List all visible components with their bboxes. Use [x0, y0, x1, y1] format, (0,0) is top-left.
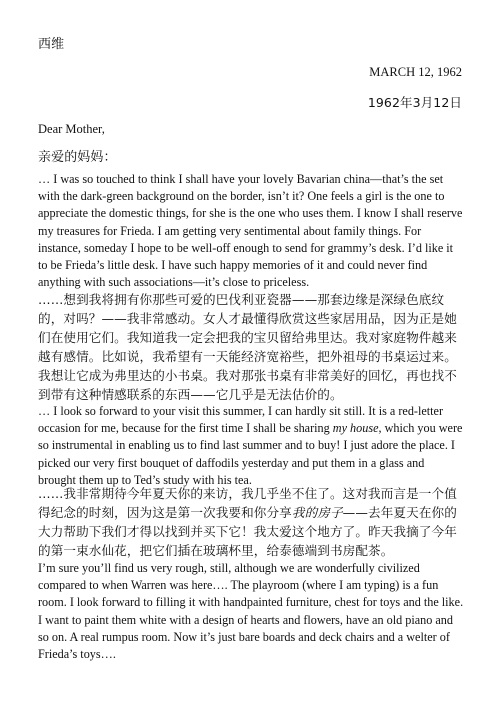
- paragraph-text-segment: … I look so forward to your visit this summer, I can hardly sit still. It is a red-letter occasion for me, because for the first time I shall be sharing: [38, 404, 444, 436]
- paragraph-text-segment: , which you were so instrumental in enabling us to find last summer and to buy! I just adore the place. I picked our very first bouquet of daffodils yesterday and put them in a glass and brought them up to Ted’s study with his tea.: [38, 421, 463, 487]
- date-chinese: 1962年3月12日: [367, 95, 462, 110]
- paragraph-english-2: [38, 403, 464, 489]
- paragraph-chinese-1: ……想到我将拥有你那些可爱的巴伐利亚瓷器——那套边缘是深绿色底纹的，对吗？——我非常感动。女人才最懂得欣赏这些家居用品，因为正是她们在使用它们。我知道我一定会把我的宝贝留给弗里达。我对家庭物件越来越有感情。比如说，我希望有一天能经济宽裕些，把外祖母的书桌运过来。我想让它成为弗里达的小书桌。我对那张书桌有非常美好的回忆，再也找不到带有这种情感联系的东西——它几乎是无法估价的。: [38, 292, 457, 402]
- paragraph-chinese-2: [38, 484, 464, 560]
- author-name: 西维: [38, 37, 65, 52]
- greeting-chinese: 亲爱的妈妈：: [38, 150, 117, 165]
- paragraph-english-3: I’m sure you’ll find us very rough, still, although we are wonderfully civilized compared to when Warren was here…. The playroom (where I am typing) is a fun room. I look forward to filling it with handpainted furniture, chest for toys and the like. I want to paint them white with a design of hearts and flowers, have an old piano and so on. A real rumpus room. Now it’s just bare boards and deck chairs and a welter of Frieda’s toys….: [38, 561, 464, 662]
- italic-phrase: my house: [332, 421, 379, 436]
- date-english: MARCH 12, 1962: [369, 65, 462, 79]
- paragraph-text-segment: ——去年夏天在你的大力帮助下我们才得以找到并买下它！我太爱这个地方了。昨天我摘了今年的第一束水仙花，把它们插在玻璃杯里，给泰德端到书房配茶。: [38, 505, 457, 558]
- paragraph-english-1: … I was so touched to think I shall have your lovely Bavarian china—that’s the set with the dark-green background on the border, isn’t it? One feels a girl is the one to appreciate the domestic things, for she is the one who uses them. I know I shall reserve my treasures for Frieda. I am getting very sentimental about family things. For instance, someday I hope to be well-off enough to send for grammy’s desk. I’d like it to be Frieda’s little desk. I have such happy memories of it and could never find anything with such associations—it’s close to priceless.: [38, 172, 463, 290]
- paragraph-text-segment: ……我非常期待今年夏天你的来访，我几乎坐不住了。这对我而言是一个值得纪念的时刻，因为这是第一次我要和你分享: [38, 486, 457, 520]
- greeting-english: Dear Mother,: [38, 122, 105, 136]
- italic-phrase: 我的房子: [291, 505, 343, 520]
